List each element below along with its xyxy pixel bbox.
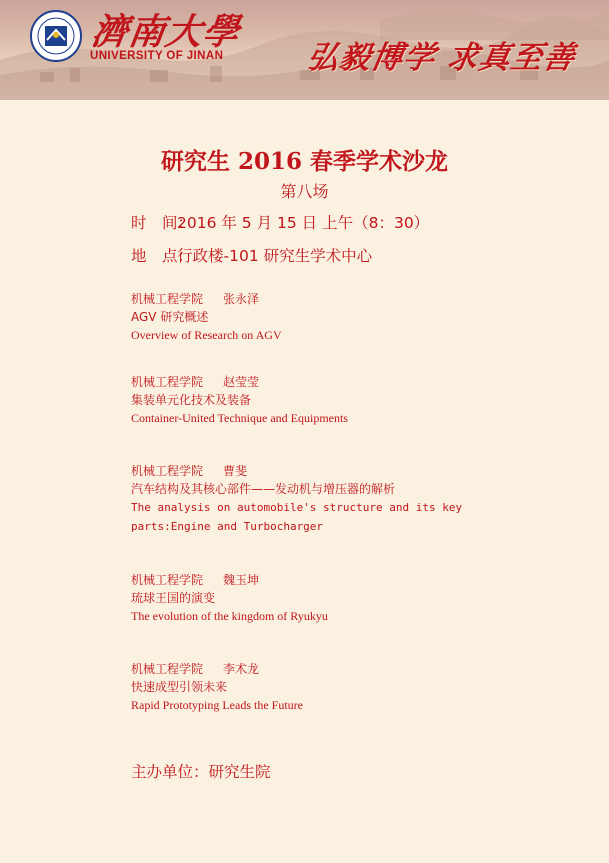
talk-title-cn: 琉球王国的演变 <box>131 591 216 605</box>
time-label: 时 间： <box>131 214 194 232</box>
talk-title-en: The analysis on automobile's structure and its key parts:Engine and Turbocharger <box>131 501 463 533</box>
university-motto: 弘毅博学 求真至善 <box>304 40 579 76</box>
talk-title-cn: 集装单元化技术及装备 <box>131 393 252 407</box>
time-value: 2016 年 5 月 15 日 上午（8：30） <box>177 214 430 232</box>
university-seal-logo <box>30 10 82 62</box>
talk-speaker: 张永泽 <box>223 292 260 306</box>
talk-title-cn: AGV 研究概述 <box>131 310 209 324</box>
event-session: 第八场 <box>280 182 329 201</box>
event-title: 研究生 2016 春季学术沙龙 <box>160 148 449 175</box>
talk-item <box>131 373 551 427</box>
talk-speaker: 曹斐 <box>223 464 248 478</box>
talk-college: 机械工程学院 <box>131 464 204 478</box>
talk-college: 机械工程学院 <box>131 292 204 306</box>
talk-title-cn: 汽车结构及其核心部件——发动机与增压器的解析 <box>131 482 396 496</box>
talk-item <box>131 290 551 344</box>
header-banner <box>0 0 609 100</box>
talk-item <box>131 660 551 714</box>
talk-college: 机械工程学院 <box>131 662 204 676</box>
place-value: 行政楼-101 研究生学术中心 <box>177 247 373 265</box>
talk-title-en: The evolution of the kingdom of Ryukyu <box>131 609 328 623</box>
event-time <box>131 211 429 233</box>
talk-speaker: 李术龙 <box>223 662 260 676</box>
talk-title-en: Container-United Technique and Equipments <box>131 411 348 425</box>
talk-title-en: Rapid Prototyping Leads the Future <box>131 698 303 712</box>
talk-speaker: 赵莹莹 <box>223 375 260 389</box>
talk-item <box>131 571 551 625</box>
talk-college: 机械工程学院 <box>131 375 204 389</box>
talk-college: 机械工程学院 <box>131 573 204 587</box>
event-place <box>131 244 372 266</box>
talk-title-cn: 快速成型引领未来 <box>131 680 228 694</box>
university-name-en: UNIVERSITY OF JINAN <box>90 50 224 62</box>
university-name-cn: 濟南大學 <box>88 11 243 53</box>
place-label: 地 点： <box>131 247 194 265</box>
talk-title-en: Overview of Research on AGV <box>131 328 282 342</box>
talk-speaker: 魏玉坤 <box>223 573 260 587</box>
organizer: 主办单位：研究生院 <box>131 763 271 781</box>
talk-item <box>131 462 551 536</box>
